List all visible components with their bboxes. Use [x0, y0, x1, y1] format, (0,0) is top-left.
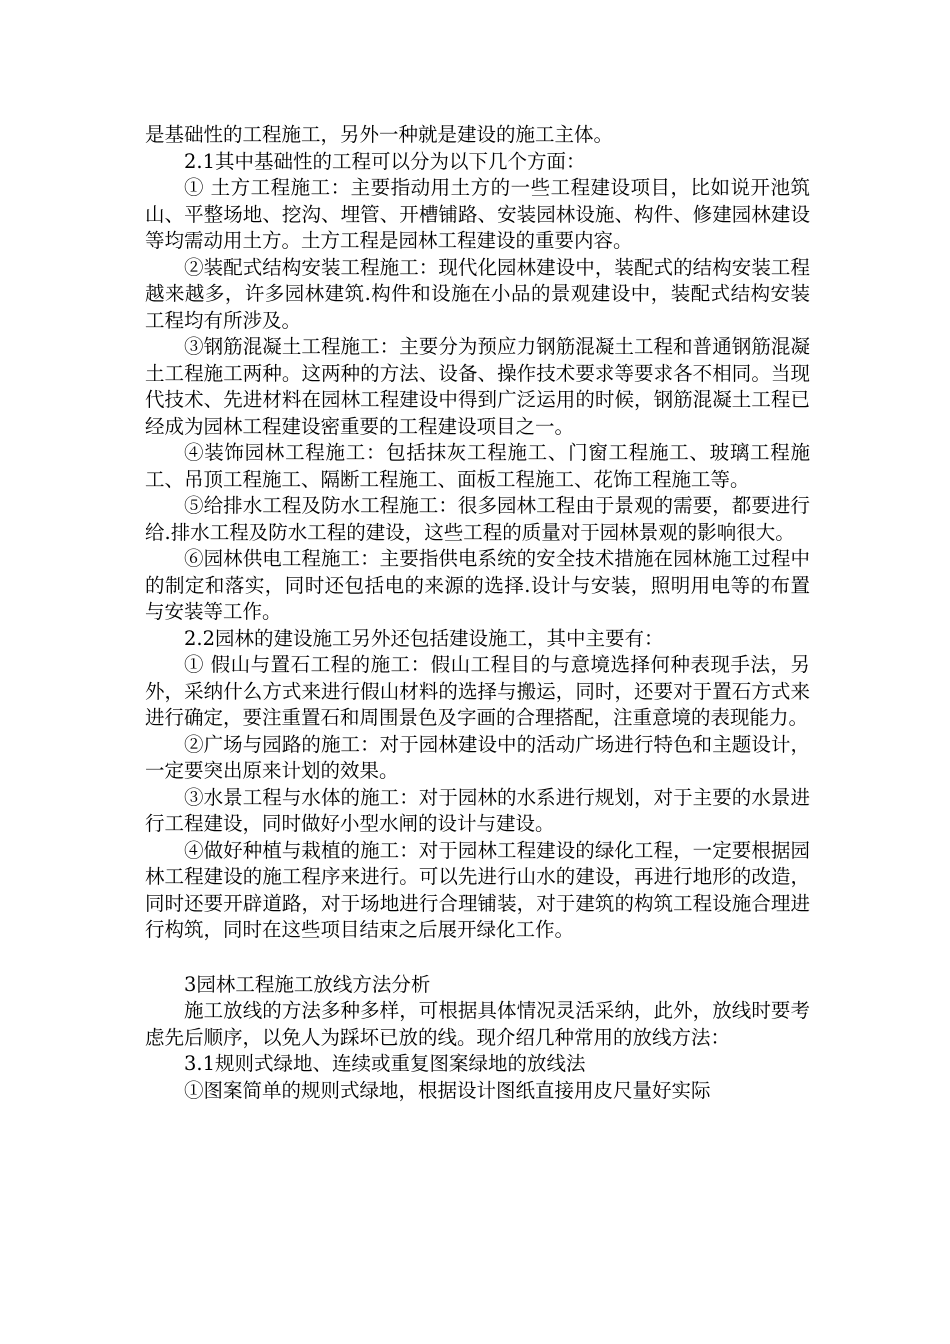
- body-text: [145, 122, 810, 1104]
- paragraph-decoration: ④装饰园林工程施工：包括抹灰工程施工、门窗工程施工、玻璃工程施工、吊顶工程施工、隔断工程施工、面板工程施工、花饰工程施工等。: [145, 441, 810, 491]
- paragraph-staking-intro: 施工放线的方法多种多样，可根据具体情况灵活采纳，此外，放线时要考虑先后顺序，以免人为踩坏已放的线。现介绍几种常用的放线方法：: [145, 999, 810, 1049]
- paragraph-simple-pattern: ①图案简单的规则式绿地，根据设计图纸直接用皮尺量好实际: [184, 1078, 711, 1102]
- paragraph-planting: ④做好种植与栽植的施工：对于园林工程建设的绿化工程，一定要根据园林工程建设的施工程序来进行。可以先进行山水的建设，再进行地形的改造，同时还要开辟道路，对于场地进行合理铺装，对于建筑的构筑工程设施合理进行构筑，同时在这些项目结束之后展开绿化工作。: [145, 838, 810, 941]
- section-3-1-heading: 3.1规则式绿地、连续或重复图案绿地的放线法: [184, 1052, 586, 1075]
- paragraph-continuation: 是基础性的工程施工，另外一种就是建设的施工主体。: [145, 123, 614, 146]
- paragraph-rockery: ① 假山与置石工程的施工：假山工程目的与意境选择何种表现手法，另外，采纳什么方式来进行假山材料的选择与搬运，同时，还要对于置石方式来进行确定，要注重置石和周围景色及字画的合理搭配，注重意境的表现能力。: [145, 653, 810, 729]
- paragraph-plaza-road: ②广场与园路的施工：对于园林建设中的活动广场进行特色和主题设计，一定要突出原来计划的效果。: [145, 732, 810, 782]
- section-2-2-heading: 2.2园林的建设施工另外还包括建设施工，其中主要有：: [184, 626, 664, 650]
- paragraph-earthwork: ① 土方工程施工：主要指动用土方的一些工程建设项目，比如说开池筑山、平整场地、挖沟、埋管、开槽铺路、安装园林设施、构件、修建园林建设等均需动用土方。土方工程是园林工程建设的重要内容。: [145, 176, 810, 252]
- section-spacer: [145, 944, 810, 972]
- section-2-1-heading: 2.1其中基础性的工程可以分为以下几个方面：: [184, 149, 586, 173]
- paragraph-waterscape: ③水景工程与水体的施工：对于园林的水系进行规划，对于主要的水景进行工程建设，同时做好小型水闸的设计与建设。: [145, 785, 810, 835]
- section-3-heading: 3园林工程施工放线方法分析: [184, 972, 431, 996]
- paragraph-prefab-structure: ②装配式结构安装工程施工：现代化园林建设中，装配式的结构安装工程越来越多，许多园林建筑.构件和设施在小品的景观建设中，装配式结构安装工程均有所涉及。: [145, 255, 810, 332]
- paragraph-power-supply: ⑥园林供电工程施工：主要指供电系统的安全技术措施在园林施工过程中的制定和落实，同时还包括电的来源的选择.设计与安装，照明用电等的布置与安装等工作。: [145, 547, 810, 623]
- paragraph-reinforced-concrete: ③钢筋混凝土工程施工：主要分为预应力钢筋混凝土工程和普通钢筋混凝土工程施工两种。这两种的方法、设备、操作技术要求等要求各不相同。当现代技术、先进材料在园林工程建设中得到广泛运用的时候，钢筋混凝土工程已经成为园林工程建设密重要的工程建设项目之一。: [145, 335, 810, 438]
- paragraph-drainage-waterproof: ⑤给排水工程及防水工程施工：很多园林工程由于景观的需要，都要进行给.排水工程及防水工程的建设，这些工程的质量对于园林景观的影响很大。: [145, 494, 810, 544]
